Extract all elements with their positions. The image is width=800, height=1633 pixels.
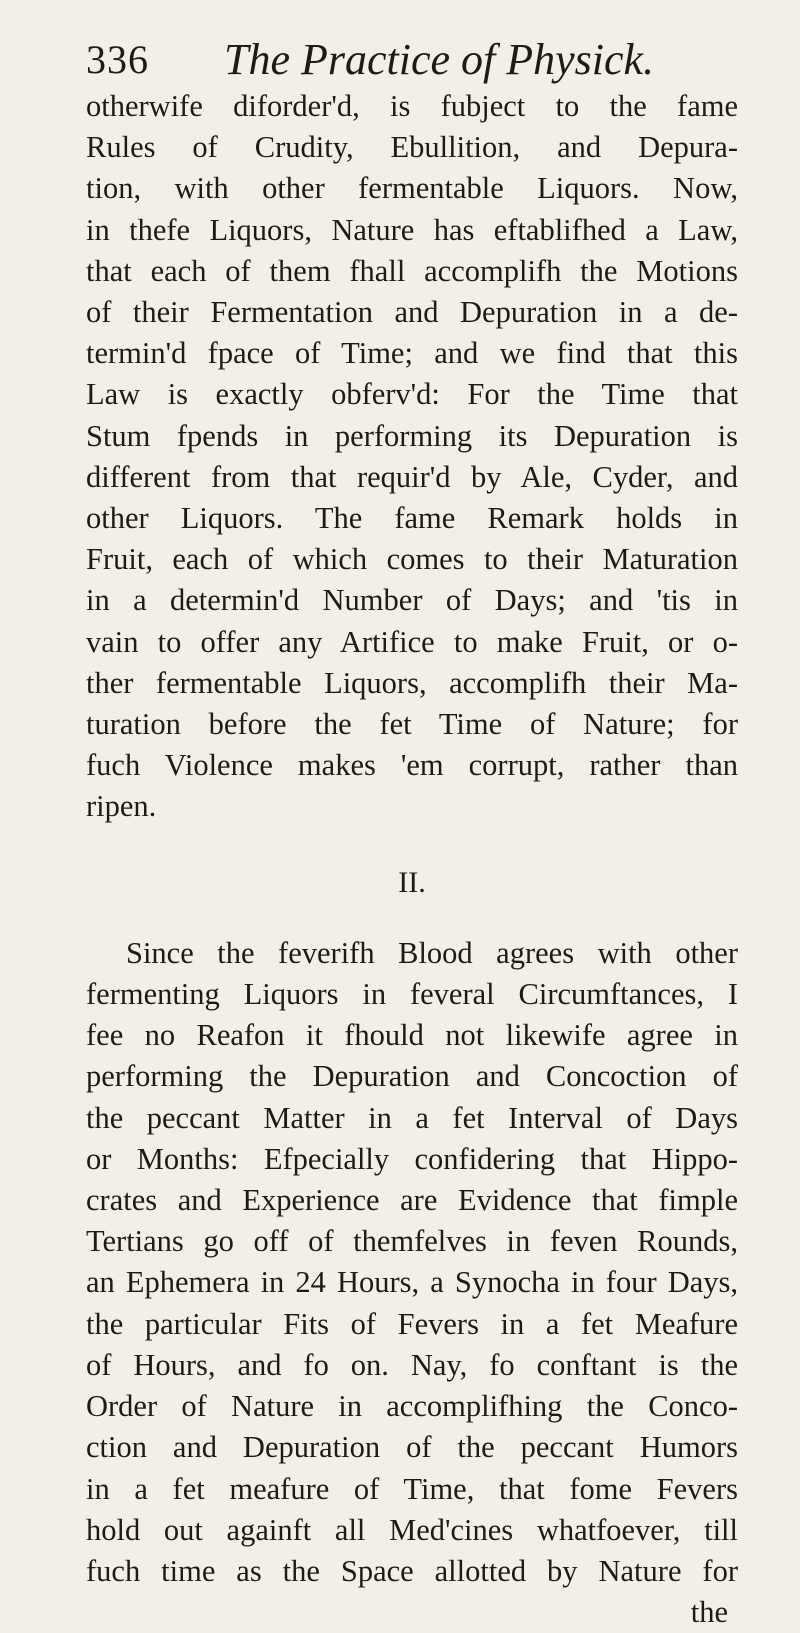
text-line: the peccant Matter in a fet Interval of Days [86, 1100, 738, 1135]
running-title: The Practice of Physick. [224, 35, 655, 84]
text-line: ther fermentable Liquors, accomplifh their Ma- [86, 665, 738, 700]
text-line: in a determin'd Number of Days; and 'tis in [86, 583, 738, 618]
text-line: ripen. [86, 789, 157, 824]
text-line: ction and Depuration of the peccant Humors [86, 1430, 738, 1465]
text-line: turation before the fet Time of Nature; for [86, 707, 738, 742]
text-line: the particular Fits of Fevers in a fet Meafure [86, 1306, 738, 1341]
text-line: tion, with other fermentable Liquors. Now, [86, 171, 738, 206]
text-line: Rules of Crudity, Ebullition, and Depura- [86, 130, 738, 165]
text-line: termin'd fpace of Time; and we find that this [86, 336, 738, 371]
text-line: of their Fermentation and Depuration in a de- [86, 295, 738, 330]
text-line: in a fet meafure of Time, that fome Fevers [86, 1471, 738, 1506]
text-line: fuch time as the Space allotted by Nature for [86, 1553, 738, 1588]
text-line: other Liquors. The fame Remark holds in [86, 501, 738, 536]
text-line: that each of them fhall accomplifh the Motions [86, 253, 738, 288]
text-line: Order of Nature in accomplifhing the Conco- [86, 1389, 738, 1424]
text-line: hold out againft all Med'cines whatfoever, till [86, 1512, 738, 1547]
text-line: vain to offer any Artifice to make Fruit, or o- [86, 624, 738, 659]
text-line: crates and Experience are Evidence that fimple [86, 1183, 738, 1218]
text-line: Law is exactly obferv'd: For the Time that [86, 377, 738, 412]
text-line: or Months: Efpecially confidering that Hippo- [86, 1141, 738, 1176]
paragraph-1 [86, 86, 738, 828]
text-line: an Ephemera in 24 Hours, a Synocha in four Days, [86, 1265, 738, 1300]
page-header [86, 28, 738, 92]
text-line: otherwife diforder'd, is fubject to the fame [86, 89, 738, 123]
text-line: different from that requir'd by Ale, Cyder, and [86, 459, 738, 494]
text-line: Stum fpends in performing its Depuration is [86, 418, 738, 453]
catchword: the [690, 1595, 728, 1630]
text-line: Since the feverifh Blood agrees with other [126, 935, 738, 970]
page-body [86, 86, 738, 1633]
text-line: Fruit, each of which comes to their Maturation [86, 542, 738, 577]
text-line: of Hours, and fo on. Nay, fo conftant is the [86, 1347, 738, 1382]
paragraph-2 [86, 933, 738, 1633]
text-line: fuch Violence makes 'em corrupt, rather than [86, 748, 738, 783]
section-number: II. [398, 865, 426, 899]
text-line: performing the Depuration and Concoction of [86, 1059, 738, 1094]
text-line: fee no Reafon it fhould not likewife agree in [86, 1018, 738, 1053]
text-line: in thefe Liquors, Nature has eftablifhed a Law, [86, 212, 738, 247]
page-number: 336 [86, 37, 149, 82]
text-line: fermenting Liquors in feveral Circumftances, I [86, 977, 738, 1012]
text-line: Tertians go off of themfelves in feven Rounds, [86, 1224, 738, 1259]
